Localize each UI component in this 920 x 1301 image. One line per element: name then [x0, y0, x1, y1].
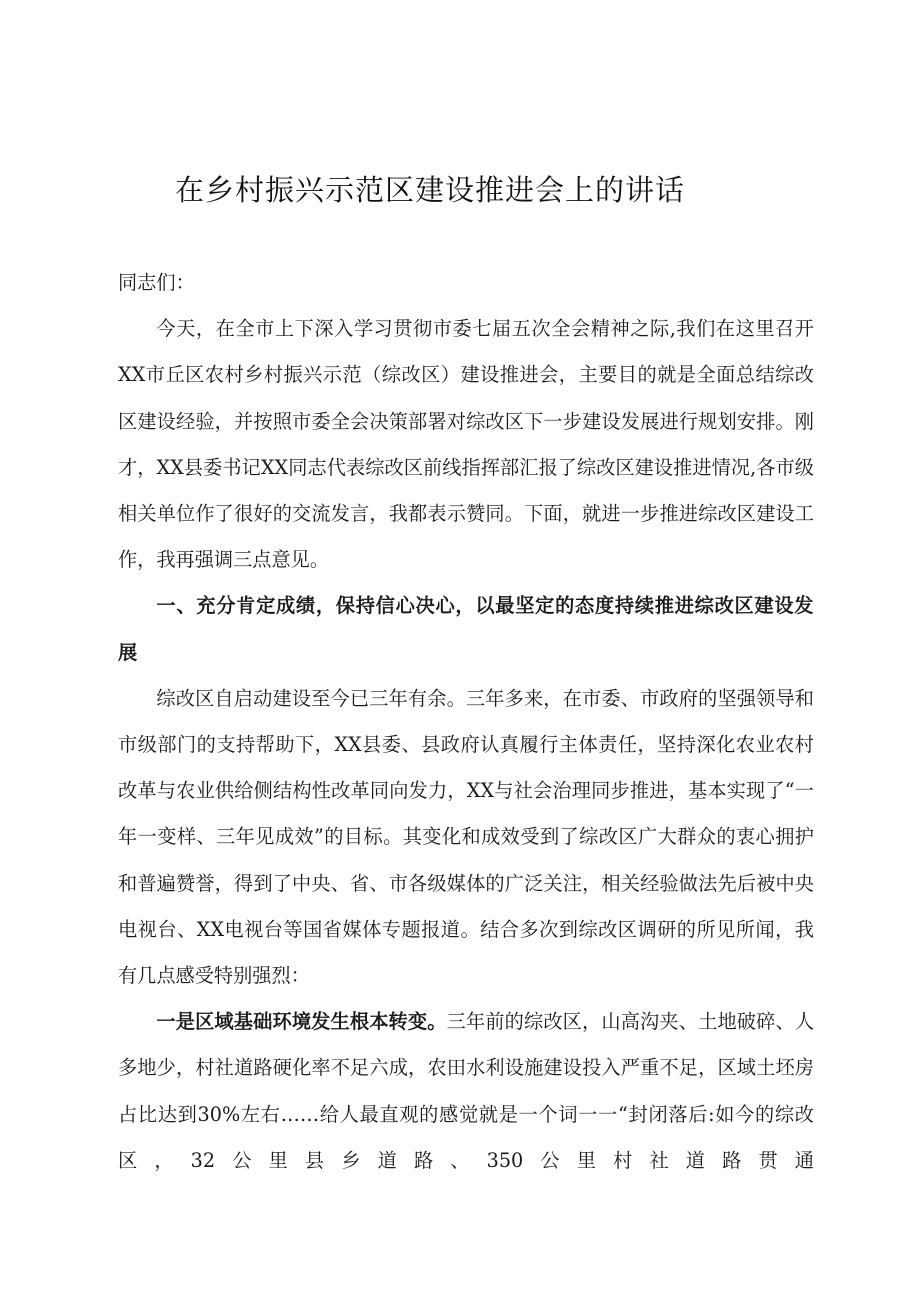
document-body [118, 260, 814, 1184]
paragraph-point-one [118, 999, 814, 1184]
paragraph-opening: 今天，在全市上下深入学习贯彻市委七届五次全会精神之际,我们在这里召开XX市丘区农村乡村振兴示范（综改区）建设推进会，主要目的就是全面总结综改区建设经验，并按照市委全会决策部署对综改区下一步建设发展进行规划安排。刚才，XX县委书记XX同志代表综改区前线指挥部汇报了综改区建设推进情况,各市级相关单位作了很好的交流发言，我都表示赞同。下面，就进一步推进综改区建设工作，我再强调三点意见。 [118, 317, 814, 572]
point-one-body: 三年前的综改区，山高沟夹、土地破碎、人多地少，村社道路硬化率不足六成，农田水利设施建设投入严重不足，区域土坯房占比达到30%左右……给人最直观的感觉就是一个词一一“封闭落后:如今的综改区，32公里县乡道路、350公里村社道路贯通 [118, 1010, 815, 1172]
document-title: 在乡村振兴示范区建设推进会上的讲话 [174, 173, 685, 207]
salutation: 同志们： [118, 271, 195, 294]
paragraph-achievements: 综改区自启动建设至今已三年有余。三年多来，在市委、市政府的坚强领导和市级部门的支持帮助下，XX县委、县政府认真履行主体责任，坚持深化农业农村改革与农业供给侧结构性改革同向发力，XX与社会治理同步推进，基本实现了“一年一变样、三年见成效”的目标。其变化和成效受到了综改区广大群众的衷心拥护和普遍赞誉，得到了中央、省、市各级媒体的广泛关注，相关经验做法先后被中央电视台、XX电视台等国省媒体专题报道。结合多次到综改区调研的所见所闻，我有几点感受特别强烈： [118, 686, 814, 988]
point-one-lead: 一是区域基础环境发生根本转变。 [156, 1010, 447, 1034]
section-heading-1: 一、充分肯定成绩，保持信心决心，以最坚定的态度持续推进综改区建设发展 [118, 594, 814, 664]
